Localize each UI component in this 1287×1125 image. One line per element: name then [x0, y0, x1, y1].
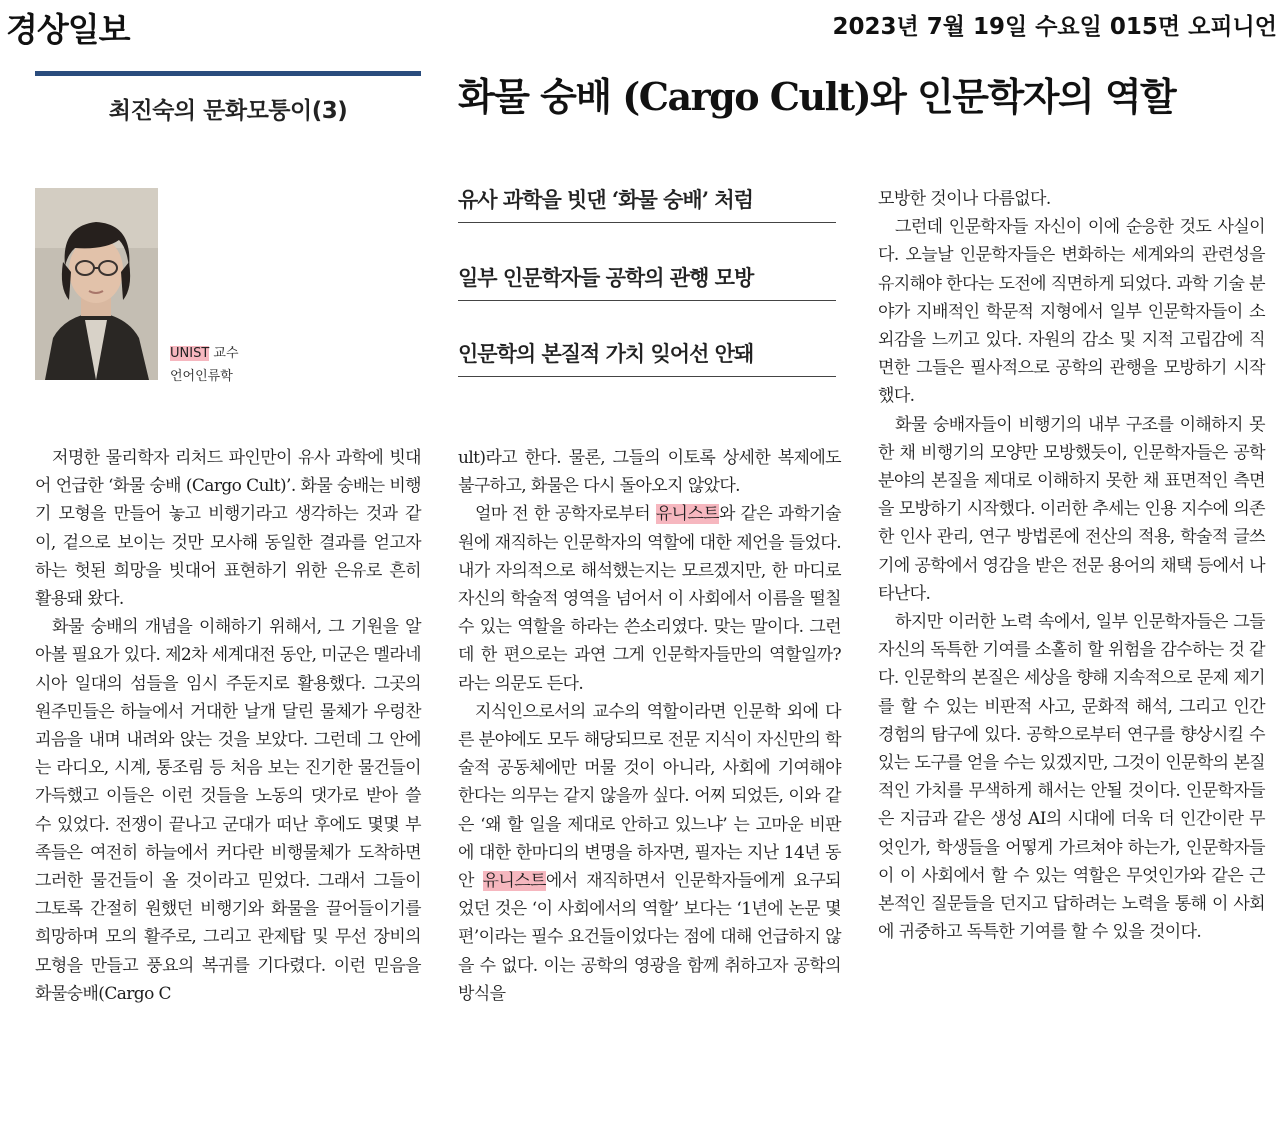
- issue-dateline: 2023년 7월 19일 수요일 015면 오피니언: [832, 14, 1277, 40]
- body-column-1: [35, 444, 421, 1008]
- author-department: 언어인류학: [170, 369, 233, 384]
- author-photo: [35, 188, 158, 380]
- paragraph: ult)라고 한다. 물론, 그들의 이토록 상세한 복제에도 불구하고, 화물은 다시 돌아오지 않았다.: [458, 448, 841, 497]
- paragraph: 하지만 이러한 노력 속에서, 일부 인문학자들은 그들 자신의 독특한 기여를 소홀히 할 위험을 감수하는 것 같다. 인문학의 본질은 세상을 향해 지속적으로 문제 제기를 할 수 있는 비판적 사고, 문화적 해석, 그리고 인간 경험의 탐구에 있다. 공학으로부터 연구를 향상시킬 수 있는 도구를 얻을 수는 있겠지만, 그것이 인문학의 본질적인 가치를 무색하게 해서는 안될 것이다. 인문학자들은 지금과 같은 생성 AI의 시대에 더욱 더 인간이란 무엇인가, 학생들을 어떻게 가르쳐야 하는가, 인문학자들이 이 사회에서 할 수 있는 역할은 무엇인가와 같은 근본적인 질문들을 던지고 답하려는 노력을 통해 이 사회에 귀중하고 독특한 기여를 할 수 있을 것이다.: [878, 612, 1265, 943]
- paragraph: 저명한 물리학자 리처드 파인만이 유사 과학에 빗대어 언급한 ‘화물 숭배 (Cargo Cult)’. 화물 숭배는 비행기 모형을 만들어 놓고 비행기라고 생각하는 것과 같이, 겉으로 보이는 것만 모사해 동일한 결과를 얻고자 하는 헛된 희망을 빗대어 표현하기 위한 은유로 흔히 활용돼 왔다.: [35, 448, 421, 610]
- body-column-3: [878, 185, 1265, 946]
- unist-highlight: 유니스트: [482, 871, 546, 892]
- deck-line-1: 유사 과학을 빗댄 ‘화물 숭배’ 처럼: [458, 184, 836, 223]
- author-affiliation: [170, 342, 239, 361]
- column-series-title: 최진숙의 문화모퉁이(3): [108, 98, 348, 124]
- paragraph: 모방한 것이나 다름없다.: [878, 189, 1051, 209]
- body-column-2: [458, 444, 841, 1008]
- paragraph: 화물 숭배의 개념을 이해하기 위해서, 그 기원을 알아볼 필요가 있다. 제2차 세계대전 동안, 미군은 멜라네시아 일대의 섬들을 임시 주둔지로 활용했다. 그곳의 원주민들은 하늘에서 거대한 날개 달린 물체가 우렁찬 괴음을 내며 내려와 앉는 것을 보았다. 그런데 그 안에는 라디오, 시계, 통조림 등 처음 보는 진기한 물건들이 가득했고 이들은 이런 것들을 노동의 댓가로 받아 쓸 수 있었다. 전쟁이 끝나고 군대가 떠난 후에도 몇몇 부족들은 여전히 하늘에서 커다란 비행물체가 도착하면 그러한 물건들이 올 것이라고 믿었다. 그래서 그들이 그토록 간절히 원했던 비행기와 화물을 끌어들이기를 희망하며 모의 활주로, 그리고 관제탑 및 무선 장비의 모형을 만들고 풍요의 복귀를 기다렸다. 이런 믿음을 화물숭배(Cargo C: [35, 617, 421, 1004]
- paragraph: 화물 숭배자들이 비행기의 내부 구조를 이해하지 못한 채 비행기의 모양만 모방했듯이, 인문학자들은 공학 분야의 본질을 제대로 이해하지 못한 채 표면적인 측면을 모방하기 시작했다. 이러한 추세는 인용 지수에 의존한 인사 관리, 연구 방법론에 전산의 적용, 학술적 글쓰기에 공학에서 영감을 받은 전문 용어의 채택 등에서 나타난다.: [878, 414, 1265, 604]
- column-rule: [35, 71, 421, 76]
- author-position: 교수: [213, 346, 239, 361]
- deck-line-3: 인문학의 본질적 가치 잊어선 안돼: [458, 338, 836, 377]
- paragraph: 그런데 인문학자들 자신이 이에 순응한 것도 사실이다. 오늘날 인문학자들은 변화하는 세계와의 관련성을 유지해야 한다는 도전에 직면하게 되었다. 과학 기술 분야가 지배적인 학문적 지형에서 일부 인문학자들이 소외감을 느끼고 있다. 자원의 감소 및 지적 고립감에 직면한 그들은 필사적으로 공학의 관행을 모방하기 시작했다.: [878, 217, 1265, 407]
- newspaper-masthead: 경상일보: [6, 10, 130, 49]
- article-headline: 화물 숭배 (Cargo Cult)와 인문학자의 역할: [458, 74, 1176, 119]
- paragraph: 얼마 전 한 공학자로부터 유니스트와 같은 과학기술원에 재직하는 인문학자의 역할에 대한 제언을 들었다. 내가 자의적으로 해석했는지는 모르겠지만, 한 마디로 자신의 학술적 영역을 넘어서 이 사회에서 이름을 떨칠 수 있는 역할을 하라는 쓴소리였다. 맞는 말이다. 그런데 한 편으로는 과연 그게 인문학자들만의 역할일까? 라는 의문도 든다.: [458, 504, 841, 694]
- deck-line-2: 일부 인문학자들 공학의 관행 모방: [458, 262, 836, 301]
- paragraph: 지식인으로서의 교수의 역할이라면 인문학 외에 다른 분야에도 모두 해당되므로 전문 지식이 자신만의 학술적 공동체에만 머물 것이 아니라, 사회에 기여해야 한다는 의무는 같지 않을까 싶다. 어찌 되었든, 이와 같은 ‘왜 할 일을 제대로 안하고 있느냐’ 는 고마운 비판에 대한 한마디의 변명을 하자면, 필자는 지난 14년 동안 유니스트에서 재직하면서 인문학자들에게 요구되었던 것은 ‘이 사회에서의 역할’ 보다는 ‘1년에 논문 몇 편’이라는 필수 요건들이었다는 점에 대해 언급하지 않을 수 없다. 이는 공학의 영광을 함께 취하고자 공학의 방식을: [458, 701, 841, 1004]
- affiliation-highlight: UNIST: [170, 346, 210, 361]
- unist-highlight: 유니스트: [655, 504, 719, 525]
